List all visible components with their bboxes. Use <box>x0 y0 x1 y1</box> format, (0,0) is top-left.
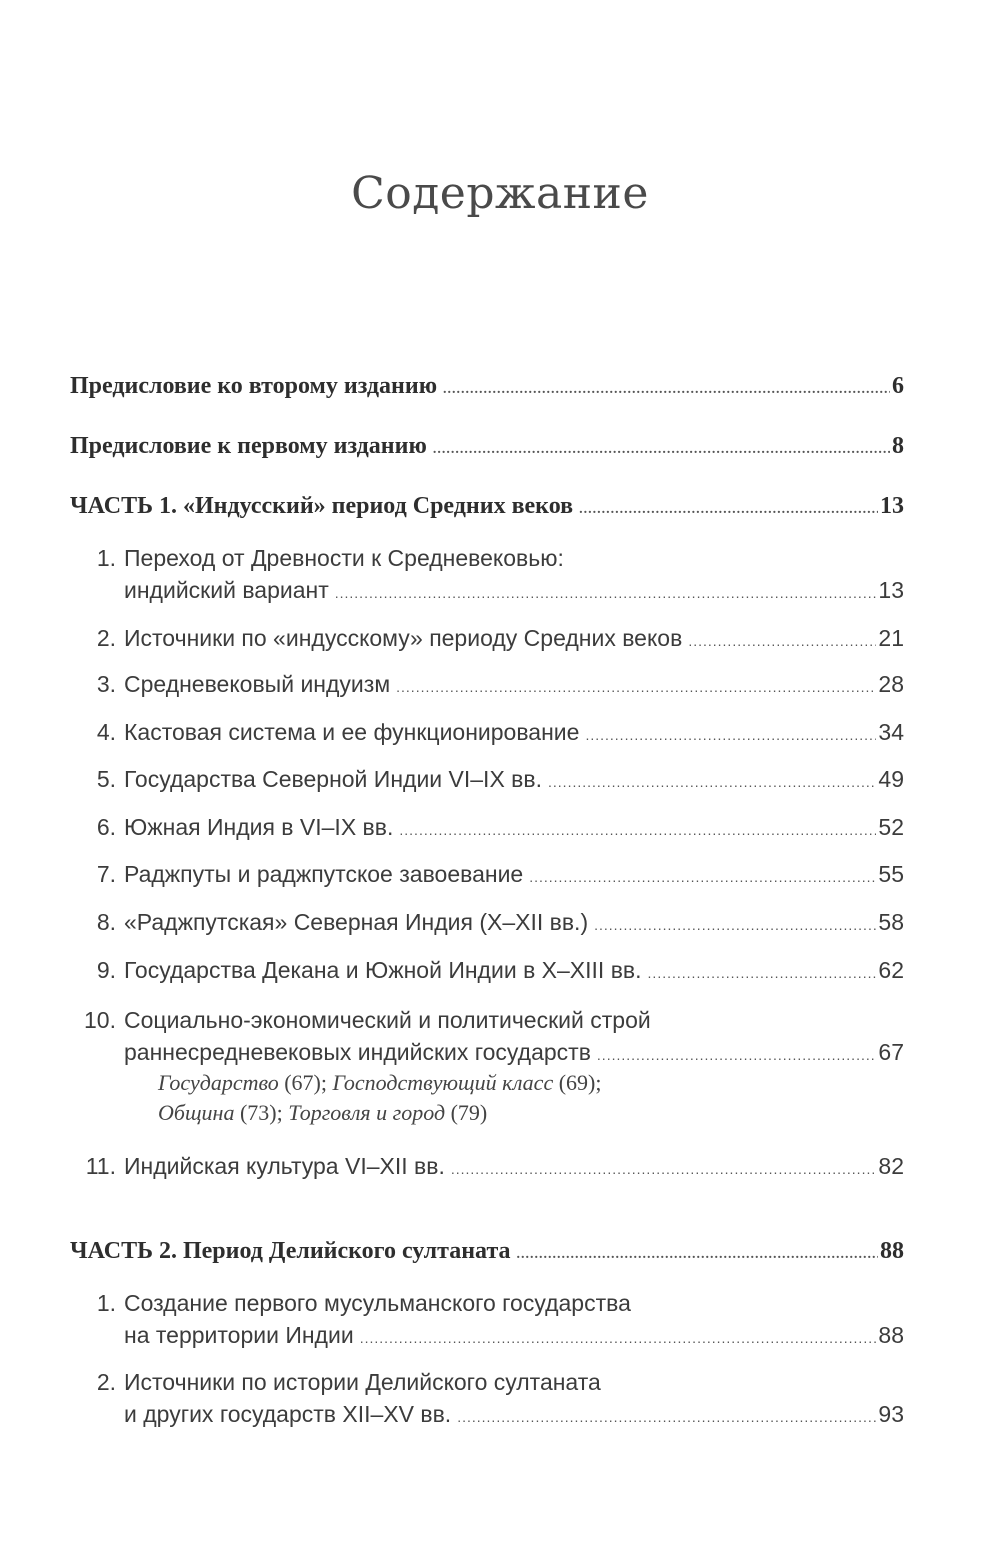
entry-page: 13 <box>878 577 904 603</box>
entry-page: 58 <box>878 909 904 935</box>
dot-leader <box>360 1322 877 1354</box>
entry-label: Государства Северной Индии VI–IX вв. <box>124 766 543 792</box>
entry-page: 93 <box>878 1401 904 1427</box>
entry-label: Индийская культура VI–XII вв. <box>124 1153 445 1179</box>
dot-leader <box>451 1153 877 1185</box>
entry-label-line2: раннесредневековых индийских государств <box>124 1039 591 1065</box>
toc-entry-part2[interactable] <box>70 1235 904 1267</box>
dot-leader <box>433 434 890 466</box>
entry-label: Средневековый индуизм <box>124 671 391 697</box>
toc-entry-1-4[interactable] <box>70 716 904 748</box>
toc-entry-1-9[interactable] <box>70 954 904 986</box>
entry-label: Южная Индия в VI–IX вв. <box>124 814 394 840</box>
entry-page: 6 <box>892 373 904 399</box>
dot-leader <box>688 625 876 657</box>
entry-number: 11. <box>85 1153 116 1179</box>
toc-entry-2-2[interactable] <box>70 1366 904 1430</box>
entry-label: Кастовая система и ее функционирование <box>124 719 580 745</box>
dot-leader <box>443 374 890 406</box>
dot-leader <box>335 577 877 609</box>
entry-page: 67 <box>878 1039 904 1065</box>
entry-page: 55 <box>878 861 904 887</box>
dot-leader <box>579 494 878 526</box>
entry-number: 2. <box>96 1369 116 1395</box>
subsection-ruling-class[interactable]: Господствующий класс <box>332 1070 554 1095</box>
toc-entry-1-1[interactable] <box>70 542 904 606</box>
entry-page: 52 <box>878 814 904 840</box>
page-title: Содержание <box>351 168 649 219</box>
toc-entry-1-10[interactable] <box>70 1004 904 1128</box>
entry-page: 49 <box>878 766 904 792</box>
toc-entry-part1[interactable] <box>70 490 904 522</box>
entry-number: 7. <box>96 861 116 887</box>
toc-entry-1-8[interactable] <box>70 906 904 938</box>
entry-page: 88 <box>878 1322 904 1348</box>
toc-entry-2-1[interactable] <box>70 1287 904 1351</box>
entry-label: Предисловие ко второму изданию <box>70 373 438 399</box>
toc-entry-1-3[interactable] <box>70 668 904 700</box>
dot-leader <box>594 909 876 941</box>
subsection-list: Государство (67); Господствующий класс (69); Община (73); Торговля и город (79) <box>158 1070 602 1125</box>
entry-label: ЧАСТЬ 1. «Индусский» период Средних веков <box>70 493 574 519</box>
dot-leader <box>517 1239 878 1271</box>
entry-page: 88 <box>880 1238 904 1264</box>
entry-number: 6. <box>96 814 116 840</box>
subsection-trade-city[interactable]: Торговля и город <box>288 1100 446 1125</box>
entry-page: 28 <box>878 671 904 697</box>
entry-page: 62 <box>878 957 904 983</box>
entry-page: 8 <box>892 433 904 459</box>
entry-label-line1: Источники по истории Делийского султаната <box>124 1369 601 1395</box>
toc-entry-1-11[interactable] <box>70 1150 904 1182</box>
entry-number: 1. <box>96 545 116 571</box>
entry-number: 5. <box>96 766 116 792</box>
toc-entry-1-6[interactable] <box>70 811 904 843</box>
entry-number: 2. <box>96 625 116 651</box>
entry-label-line1: Переход от Древности к Средневековью: <box>124 545 564 571</box>
entry-page: 34 <box>878 719 904 745</box>
entry-label: ЧАСТЬ 2. Период Делийского султаната <box>70 1238 511 1264</box>
dot-leader <box>597 1039 876 1071</box>
toc-entry-preface-second[interactable] <box>70 370 904 402</box>
entry-number: 4. <box>96 719 116 745</box>
toc-entry-1-2[interactable] <box>70 622 904 654</box>
entry-label: «Раджпутская» Северная Индия (X–XII вв.) <box>124 909 589 935</box>
entry-label: Предисловие к первому изданию <box>70 433 427 459</box>
toc-entry-1-5[interactable] <box>70 763 904 795</box>
toc-entry-1-7[interactable] <box>70 858 904 890</box>
dot-leader <box>548 766 876 798</box>
entry-label: Раджпуты и раджпутское завоевание <box>124 861 524 887</box>
entry-label-line1: Создание первого мусульманского государства <box>124 1290 631 1316</box>
entry-number: 9. <box>96 957 116 983</box>
entry-label-line2: индийский вариант <box>124 577 329 603</box>
entry-label-line2: и других государств XII–XV вв. <box>124 1401 452 1427</box>
entry-label: Источники по «индусскому» периоду Средних веков <box>124 625 683 651</box>
entry-page: 13 <box>880 493 904 519</box>
subsection-state[interactable]: Государство <box>158 1070 279 1095</box>
dot-leader <box>396 671 876 703</box>
entry-number: 1. <box>96 1290 116 1316</box>
entry-label: Государства Декана и Южной Индии в X–XIII вв. <box>124 957 642 983</box>
toc-entry-preface-first[interactable] <box>70 430 904 462</box>
dot-leader <box>529 861 876 893</box>
dot-leader <box>399 814 876 846</box>
entry-number: 3. <box>96 671 116 697</box>
dot-leader <box>585 719 876 751</box>
entry-page: 82 <box>878 1153 904 1179</box>
entry-page: 21 <box>878 625 904 651</box>
entry-number: 8. <box>96 909 116 935</box>
entry-number: 10. <box>84 1007 116 1033</box>
entry-label-line1: Социально-экономический и политический строй <box>124 1007 651 1033</box>
dot-leader <box>648 957 877 989</box>
dot-leader <box>457 1401 876 1433</box>
entry-label-line2: на территории Индии <box>124 1322 354 1348</box>
subsection-community[interactable]: Община <box>158 1100 235 1125</box>
